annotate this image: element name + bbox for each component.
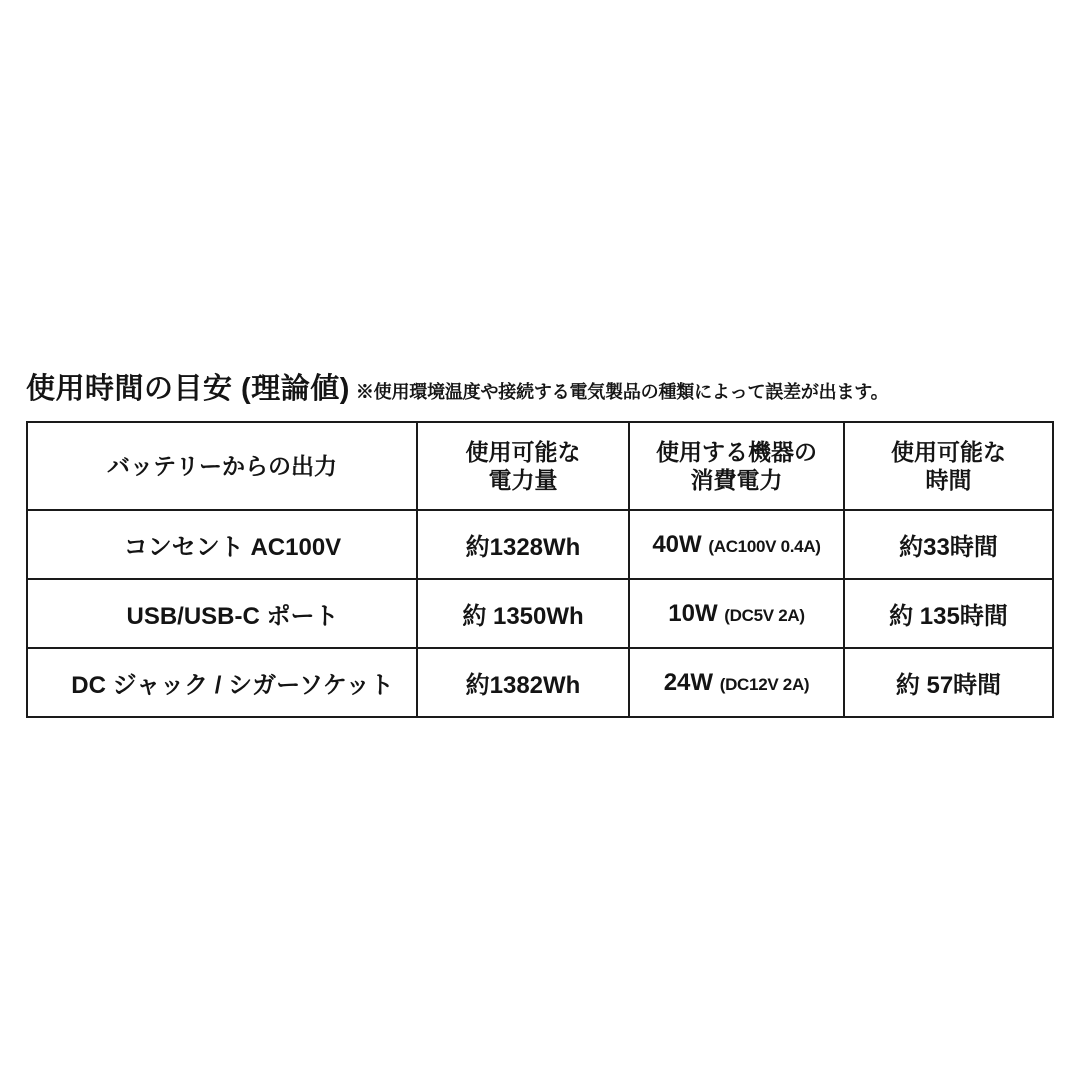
- usage-time-section: [26, 366, 1054, 718]
- table-header-row: [27, 422, 1053, 510]
- column-header-consumption-line1: 使用する機器の: [656, 438, 817, 465]
- section-heading: [26, 366, 1054, 407]
- cell-duration: 約 135時間: [844, 579, 1053, 648]
- column-header-duration-line2: 時間: [925, 467, 972, 493]
- table-row: [27, 510, 1053, 579]
- cell-consumption-main: 24W: [663, 668, 714, 696]
- cell-consumption-sub: (DC12V 2A): [719, 674, 810, 694]
- cell-capacity: 約1328Wh: [417, 510, 629, 579]
- column-header-duration: [844, 422, 1053, 510]
- cell-output: DC ジャック / シガーソケット: [27, 648, 417, 717]
- cell-consumption-sub: (DC5V 2A): [724, 605, 805, 625]
- cell-consumption-main: 10W: [668, 599, 718, 627]
- cell-consumption-sub: (AC100V 0.4A): [708, 536, 821, 556]
- page-title: 使用時間の目安 (理論値): [26, 373, 350, 405]
- column-header-consumption: [629, 422, 844, 510]
- usage-time-table: [26, 421, 1054, 718]
- cell-consumption: [629, 648, 844, 717]
- cell-output: USB/USB-C ポート: [27, 579, 417, 648]
- cell-consumption: [629, 579, 844, 648]
- column-header-capacity-line2: 電力量: [488, 467, 558, 493]
- cell-output: コンセント AC100V: [27, 510, 417, 579]
- column-header-output-line1: バッテリーからの出力: [107, 452, 337, 479]
- column-header-capacity: [417, 422, 629, 510]
- column-header-output: [27, 422, 417, 510]
- column-header-duration-line1: 使用可能な: [891, 438, 1006, 465]
- cell-capacity: 約 1350Wh: [417, 579, 629, 648]
- cell-capacity: 約1382Wh: [417, 648, 629, 717]
- table-row: [27, 648, 1053, 717]
- column-header-consumption-line2: 消費電力: [690, 467, 783, 493]
- heading-footnote: ※使用環境温度や接続する電気製品の種類によって誤差が出ます。: [355, 382, 889, 402]
- table-header: [27, 422, 1053, 510]
- table-body: [27, 510, 1053, 717]
- cell-duration: 約 57時間: [844, 648, 1053, 717]
- table-row: [27, 579, 1053, 648]
- cell-consumption-main: 40W: [652, 530, 702, 558]
- cell-duration: 約33時間: [844, 510, 1053, 579]
- cell-consumption: [629, 510, 844, 579]
- column-header-capacity-line1: 使用可能な: [465, 438, 581, 465]
